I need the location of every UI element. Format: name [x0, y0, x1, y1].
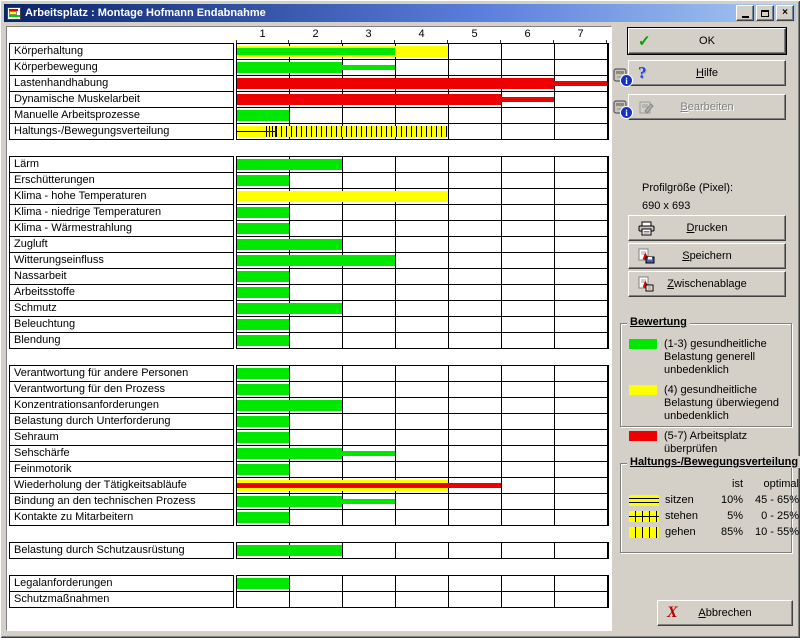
close-icon: ×	[782, 7, 788, 18]
rating-bar	[237, 94, 501, 105]
stehen-ist: 5%	[727, 510, 743, 522]
app-icon	[7, 7, 21, 20]
rating-bar	[237, 512, 289, 523]
sitzen-label: sitzen	[665, 494, 694, 506]
row-label: Verantwortung für andere Personen	[9, 365, 234, 382]
save-button[interactable]	[628, 243, 786, 269]
profile-scale-header	[236, 29, 609, 43]
profile-group	[9, 43, 611, 140]
cancel-x-icon: X	[667, 604, 678, 621]
rating-bar	[237, 400, 342, 411]
yellow-swatch	[629, 385, 657, 395]
col-header-ist: ist	[732, 478, 743, 490]
profile-row	[9, 172, 611, 189]
row-label: Arbeitsstoffe	[9, 284, 234, 301]
row-grid	[236, 477, 609, 494]
profile-group	[9, 542, 611, 559]
distribution-segment-stehen	[267, 126, 278, 137]
profile-row	[9, 43, 611, 60]
profile-row	[9, 284, 611, 301]
rating-bar	[237, 159, 342, 170]
rating-bar	[237, 384, 289, 395]
printer-icon	[638, 221, 655, 236]
control-panel	[612, 24, 800, 632]
profile-row	[9, 397, 611, 414]
row-grid	[236, 365, 609, 382]
row-grid	[236, 172, 609, 189]
profile-row	[9, 316, 611, 333]
gehen-swatch	[629, 527, 659, 538]
row-grid	[236, 300, 609, 317]
legend-text-yellow: (4) gesundheitliche Belastung überwiegend unbedenklich	[664, 384, 779, 422]
profile-row	[9, 91, 611, 108]
profile-row	[9, 445, 611, 462]
stehen-label: stehen	[665, 510, 699, 522]
profile-row	[9, 123, 611, 140]
profile-row	[9, 542, 611, 559]
row-label: Beleuchtung	[9, 316, 234, 333]
row-grid	[236, 429, 609, 446]
row-label: Schmutz	[9, 300, 234, 317]
edit-button-label: Bearbeiten	[680, 101, 734, 113]
rating-bar	[237, 207, 289, 218]
maximize-button[interactable]	[756, 5, 774, 21]
profile-row	[9, 365, 611, 382]
cancel-button[interactable]	[657, 600, 793, 626]
row-grid	[236, 397, 609, 414]
close-button[interactable]	[776, 5, 794, 21]
gehen-label: gehen	[665, 526, 696, 538]
save-button-label: Speichern	[682, 250, 732, 262]
scale-tick-label: 3	[365, 28, 372, 40]
help-button[interactable]	[628, 60, 786, 86]
edit-button[interactable]	[628, 94, 786, 120]
info-icon[interactable]	[613, 68, 634, 88]
profile-row	[9, 413, 611, 430]
rating-legend-title: Bewertung	[627, 316, 690, 328]
row-label: Belastung durch Unterforderung	[9, 413, 234, 430]
row-label: Manuelle Arbeitsprozesse	[9, 107, 234, 124]
ok-check-icon: ✓	[638, 33, 651, 50]
row-label: Körperhaltung	[9, 43, 234, 60]
help-button-label: Hilfe	[695, 67, 718, 79]
row-grid	[236, 220, 609, 237]
row-label: Klima - hohe Temperaturen	[9, 188, 234, 205]
legend-text-red: (5-7) Arbeitsplatz überprüfen	[664, 430, 748, 455]
row-grid	[236, 445, 609, 462]
row-label: Lastenhandhabung	[9, 75, 234, 92]
rating-bar	[237, 464, 289, 475]
rating-bar	[237, 319, 289, 330]
stehen-optimal: 0 - 25%	[761, 510, 799, 522]
rating-bar	[237, 545, 342, 556]
scale-tick-label: 1	[259, 28, 266, 40]
row-grid	[236, 332, 609, 349]
rating-bar	[237, 110, 289, 121]
row-grid	[236, 107, 609, 124]
row-grid	[236, 316, 609, 333]
scale-tick-label: 5	[471, 28, 478, 40]
row-label: Verantwortung für den Prozess	[9, 381, 234, 398]
row-grid	[236, 413, 609, 430]
row-grid	[236, 284, 609, 301]
cancel-button-label: Abbrechen	[698, 607, 752, 619]
profile-row	[9, 236, 611, 253]
rating-legend-box	[620, 316, 792, 455]
rating-bar	[237, 223, 289, 234]
profile-row	[9, 591, 611, 608]
profile-row	[9, 332, 611, 349]
row-label: Bindung an den technischen Prozess	[9, 493, 234, 510]
row-grid	[236, 91, 609, 108]
save-icon	[638, 248, 655, 264]
gehen-optimal: 10 - 55%	[754, 526, 799, 538]
row-grid	[236, 156, 609, 173]
minimize-button[interactable]	[736, 5, 754, 21]
row-grid	[236, 188, 609, 205]
profile-row	[9, 156, 611, 173]
profile-row	[9, 509, 611, 526]
profile-row	[9, 75, 611, 92]
legend-item-yellow	[629, 384, 791, 423]
profile-row	[9, 381, 611, 398]
col-header-optimal: optimal	[763, 478, 799, 490]
row-grid	[236, 43, 609, 60]
row-label: Klima - niedrige Temperaturen	[9, 204, 234, 221]
row-label: Haltungs-/Bewegungsverteilung	[9, 123, 234, 140]
ok-button[interactable]	[628, 28, 786, 54]
print-button-label: Drucken	[686, 222, 728, 234]
profile-row	[9, 477, 611, 494]
distribution-segment-sitzen	[237, 126, 267, 137]
distribution-segment-gehen	[277, 126, 448, 137]
rating-bar	[237, 271, 289, 282]
rating-bar	[237, 62, 342, 73]
row-label: Sehschärfe	[9, 445, 234, 462]
rating-bar	[237, 239, 342, 250]
profile-size-label: Profilgröße (Pixel):	[642, 182, 734, 194]
row-grid	[236, 75, 609, 92]
rating-bar	[237, 255, 395, 266]
posture-legend-title: Haltungs-/Bewegungsverteilung	[627, 456, 800, 468]
row-label: Blendung	[9, 332, 234, 349]
row-grid	[236, 268, 609, 285]
row-grid	[236, 59, 609, 76]
print-button[interactable]	[628, 215, 786, 241]
profile-size-value: 690 x 693	[642, 200, 691, 212]
row-grid	[236, 252, 609, 269]
row-grid	[236, 236, 609, 253]
title-bar	[4, 4, 796, 22]
row-label: Konzentrationsanforderungen	[9, 397, 234, 414]
profile-group	[9, 156, 611, 349]
rating-bar	[237, 303, 342, 314]
stehen-swatch	[629, 511, 659, 522]
info-icon[interactable]	[613, 100, 634, 120]
row-grid	[236, 461, 609, 478]
row-grid	[236, 509, 609, 526]
row-label: Belastung durch Schutzausrüstung	[9, 542, 234, 559]
row-label: Erschütterungen	[9, 172, 234, 189]
profile-row	[9, 107, 611, 124]
sitzen-ist: 10%	[720, 494, 743, 506]
rating-bar	[237, 48, 395, 55]
profile-row	[9, 300, 611, 317]
row-grid	[236, 381, 609, 398]
legend-item-green	[629, 338, 791, 377]
minimize-icon	[742, 16, 749, 18]
profile-row	[9, 204, 611, 221]
row-label: Wiederholung der Tätigkeitsabläufe	[9, 477, 234, 494]
row-label: Zugluft	[9, 236, 234, 253]
rating-bar	[237, 496, 342, 507]
profile-row	[9, 493, 611, 510]
rating-bar	[237, 368, 289, 379]
posture-legend-box	[620, 456, 799, 553]
help-question-icon: ?	[638, 63, 647, 82]
row-grid	[236, 123, 609, 140]
rating-bar	[237, 416, 289, 427]
profile-row	[9, 188, 611, 205]
profile-group	[9, 365, 611, 526]
row-label: Lärm	[9, 156, 234, 173]
row-label: Schutzmaßnahmen	[9, 591, 234, 608]
profile-row	[9, 575, 611, 592]
row-label: Kontakte zu Mitarbeitern	[9, 509, 234, 526]
profile-row	[9, 429, 611, 446]
row-grid	[236, 575, 609, 592]
rating-bar	[237, 287, 289, 298]
edit-icon	[638, 99, 654, 115]
gehen-ist: 85%	[720, 526, 743, 538]
window-title: Arbeitsplatz : Montage Hofmann Endabnahme	[25, 7, 266, 19]
row-grid	[236, 542, 609, 559]
rating-bar	[237, 432, 289, 443]
profile-row	[9, 59, 611, 76]
legend-text-green: (1-3) gesundheitliche Belastung generell unbedenklich	[664, 338, 767, 376]
green-swatch	[629, 339, 657, 349]
rating-bar	[237, 578, 289, 589]
sitzen-optimal: 45 - 65%	[754, 494, 799, 506]
rating-bar	[237, 175, 289, 186]
row-label: Körperbewegung	[9, 59, 234, 76]
row-label: Sehraum	[9, 429, 234, 446]
profile-group	[9, 575, 611, 608]
row-label: Dynamische Muskelarbeit	[9, 91, 234, 108]
row-grid	[236, 591, 609, 608]
distribution-bar	[237, 126, 448, 137]
sitzen-swatch	[629, 495, 659, 506]
row-grid	[236, 493, 609, 510]
scale-tick-label: 4	[418, 28, 425, 40]
clipboard-button-label: Zwischenablage	[667, 278, 747, 290]
profile-row	[9, 461, 611, 478]
row-label: Nassarbeit	[9, 268, 234, 285]
row-label: Witterungseinfluss	[9, 252, 234, 269]
legend-item-red	[629, 430, 791, 456]
row-label: Feinmotorik	[9, 461, 234, 478]
profile-row	[9, 252, 611, 269]
profile-row	[9, 220, 611, 237]
scale-tick-label: 7	[577, 28, 584, 40]
rating-bar	[237, 335, 289, 346]
maximize-icon	[761, 10, 769, 17]
row-label: Klima - Wärmestrahlung	[9, 220, 234, 237]
rating-bar	[237, 483, 501, 488]
clipboard-button[interactable]	[628, 271, 786, 297]
profile-row	[9, 268, 611, 285]
ok-button-label: OK	[699, 35, 715, 47]
scale-tick-label: 6	[524, 28, 531, 40]
row-label: Legalanforderungen	[9, 575, 234, 592]
clipboard-icon	[638, 276, 655, 292]
profile-chart-panel	[6, 26, 612, 631]
svg-text:i: i	[625, 108, 628, 118]
row-grid	[236, 204, 609, 221]
red-swatch	[629, 431, 657, 441]
svg-text:i: i	[625, 76, 628, 86]
rating-bar	[237, 448, 342, 459]
rating-bar	[237, 78, 554, 89]
rating-bar	[237, 191, 448, 202]
scale-tick-label: 2	[312, 28, 319, 40]
